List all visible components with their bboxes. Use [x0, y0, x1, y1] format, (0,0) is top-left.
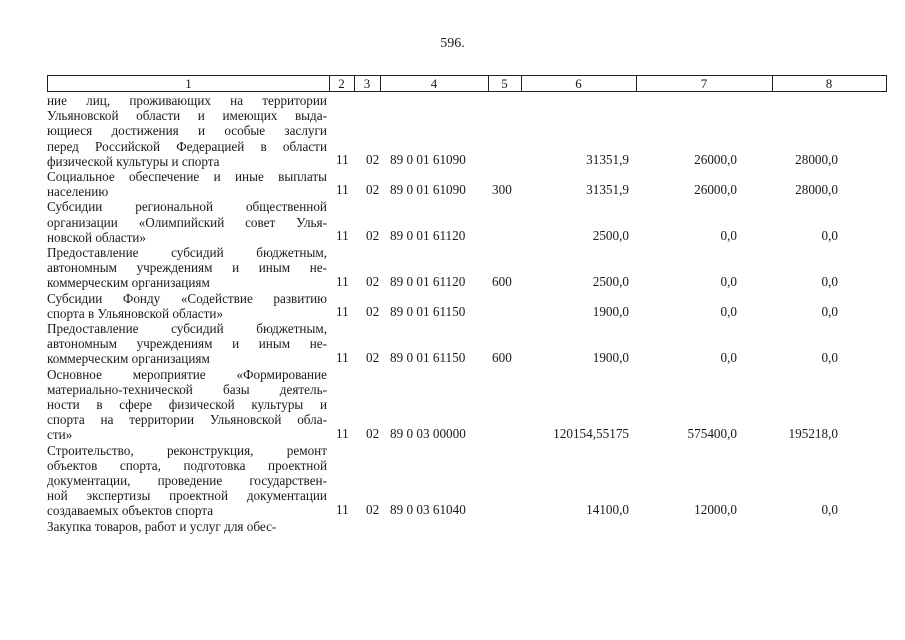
row-values: [47, 350, 887, 365]
row-values: [47, 182, 887, 200]
description-line: документации, проведение государствен-: [47, 473, 327, 489]
cell-col-4: 89 0 03 61040: [390, 501, 466, 517]
cell-col-4: 89 0 01 61120: [390, 273, 466, 289]
description-line: Социальное обеспечение и иные выплаты: [47, 169, 327, 185]
description-line: сти»: [47, 427, 73, 443]
cell-col-8: 0,0: [821, 304, 838, 320]
cell-col-6: 2500,0: [592, 228, 629, 244]
cell-col-2: 11: [336, 228, 349, 244]
header-col-2: 2: [329, 76, 355, 91]
description-line: объектов спорта, подготовка проектной: [47, 457, 327, 473]
cell-col-6: 14100,0: [586, 501, 629, 517]
header-col-5: 5: [488, 76, 522, 91]
row-values: [47, 228, 887, 243]
description-line: ющиеся достижения и особые заслуги: [47, 123, 327, 139]
description-line: Субсидии Фонду «Содействие развитию: [47, 290, 327, 306]
cell-col-8: 28000,0: [795, 152, 838, 168]
cell-col-6: 120154,55175: [553, 425, 629, 441]
header-col-7: 7: [636, 76, 773, 91]
description-line: населению: [47, 184, 109, 200]
cell-col-4: 89 0 01 61150: [390, 304, 466, 320]
cell-col-3: 02: [366, 228, 380, 244]
description-line: Предоставление субсидий бюджетным,: [47, 321, 327, 337]
header-col-3: 3: [354, 76, 381, 91]
cell-col-3: 02: [366, 425, 380, 441]
cell-col-7: 0,0: [720, 304, 737, 320]
cell-col-2: 11: [336, 152, 349, 168]
row-values: [47, 426, 887, 441]
cell-col-8: 28000,0: [795, 182, 838, 198]
cell-col-6: 1900,0: [592, 349, 629, 365]
row-values: [47, 152, 887, 167]
description-line: Закупка товаров, работ и услуг для обес-: [47, 518, 277, 534]
cell-col-2: 11: [336, 304, 349, 320]
row-values: [47, 517, 887, 532]
cell-col-3: 02: [366, 152, 380, 168]
cell-col-5: 600: [492, 349, 512, 365]
cell-col-7: 575400,0: [687, 425, 737, 441]
description-line: Субсидии региональной общественной: [47, 199, 327, 215]
description-line: спорта в Ульяновской области»: [47, 305, 224, 321]
table-row: [47, 199, 887, 245]
cell-col-6: 31351,9: [586, 152, 629, 168]
table-header: [47, 75, 887, 92]
cell-col-4: 89 0 03 00000: [390, 425, 466, 441]
description-line: коммерческим организациям: [47, 351, 210, 367]
cell-col-8: 0,0: [821, 273, 838, 289]
description-line: ние лиц, проживающих на территории: [47, 93, 327, 108]
page-number: 596.: [440, 36, 465, 51]
table-row: [47, 443, 887, 519]
cell-col-4: 89 0 01 61150: [390, 349, 466, 365]
table-row: [47, 93, 887, 169]
header-col-1: 1: [48, 76, 330, 91]
description-line: Ульяновской области и имеющих выда-: [47, 108, 327, 124]
table-row: [47, 291, 887, 321]
cell-col-2: 11: [336, 349, 349, 365]
cell-col-7: 0,0: [720, 349, 737, 365]
cell-col-4: 89 0 01 61120: [390, 228, 466, 244]
description-line: Строительство, реконструкция, ремонт: [47, 442, 327, 458]
row-values: [47, 274, 887, 289]
cell-col-5: 300: [492, 182, 512, 198]
table-row: [47, 169, 887, 199]
cell-col-4: 89 0 01 61090: [390, 152, 466, 168]
cell-col-7: 0,0: [720, 228, 737, 244]
description-line: Основное мероприятие «Формирование: [47, 366, 327, 382]
table-row: [47, 321, 887, 367]
description-line: создаваемых объектов спорта: [47, 503, 214, 519]
cell-col-7: 12000,0: [694, 501, 737, 517]
cell-col-7: 0,0: [720, 273, 737, 289]
cell-col-8: 195218,0: [788, 425, 838, 441]
cell-col-6: 31351,9: [586, 182, 629, 198]
table-row: [47, 519, 887, 534]
cell-col-3: 02: [366, 501, 380, 517]
description-line: материально-технической базы деятель-: [47, 381, 327, 397]
cell-col-6: 2500,0: [592, 273, 629, 289]
description-line: спорта на территории Ульяновской обла-: [47, 412, 327, 428]
cell-col-7: 26000,0: [694, 152, 737, 168]
cell-col-2: 11: [336, 501, 349, 517]
cell-col-4: 89 0 01 61090: [390, 182, 466, 198]
table-row: [47, 367, 887, 443]
row-values: [47, 502, 887, 517]
description-line: перед Российской Федерацией в области: [47, 138, 327, 154]
description-line: автономным учреждениям и иным не-: [47, 336, 327, 352]
cell-col-8: 0,0: [821, 228, 838, 244]
header-col-4: 4: [380, 76, 489, 91]
header-col-8: 8: [825, 76, 833, 91]
table-row: [47, 245, 887, 291]
cell-col-3: 02: [366, 304, 380, 320]
cell-col-2: 11: [336, 425, 349, 441]
cell-col-8: 0,0: [821, 501, 838, 517]
cell-col-7: 26000,0: [694, 182, 737, 198]
description-line: организации «Олимпийский совет Улья-: [47, 214, 327, 230]
description-line: Предоставление субсидий бюджетным,: [47, 245, 327, 261]
cell-col-5: 600: [492, 273, 512, 289]
cell-col-3: 02: [366, 182, 380, 198]
header-col-6: 6: [521, 76, 637, 91]
cell-col-6: 1900,0: [592, 304, 629, 320]
cell-col-2: 11: [336, 182, 349, 198]
row-values: [47, 304, 887, 319]
cell-col-8: 0,0: [821, 349, 838, 365]
description-line: новской области»: [47, 229, 147, 245]
table-body: [47, 93, 887, 534]
cell-col-3: 02: [366, 349, 380, 365]
description-line: ности в сфере физической культуры и: [47, 397, 327, 413]
description-line: физической культуры и спорта: [47, 153, 220, 169]
cell-col-3: 02: [366, 273, 380, 289]
description-line: ной экспертизы проектной документации: [47, 488, 327, 504]
cell-col-2: 11: [336, 273, 349, 289]
description-line: коммерческим организациям: [47, 275, 210, 291]
description-line: автономным учреждениям и иным не-: [47, 260, 327, 276]
